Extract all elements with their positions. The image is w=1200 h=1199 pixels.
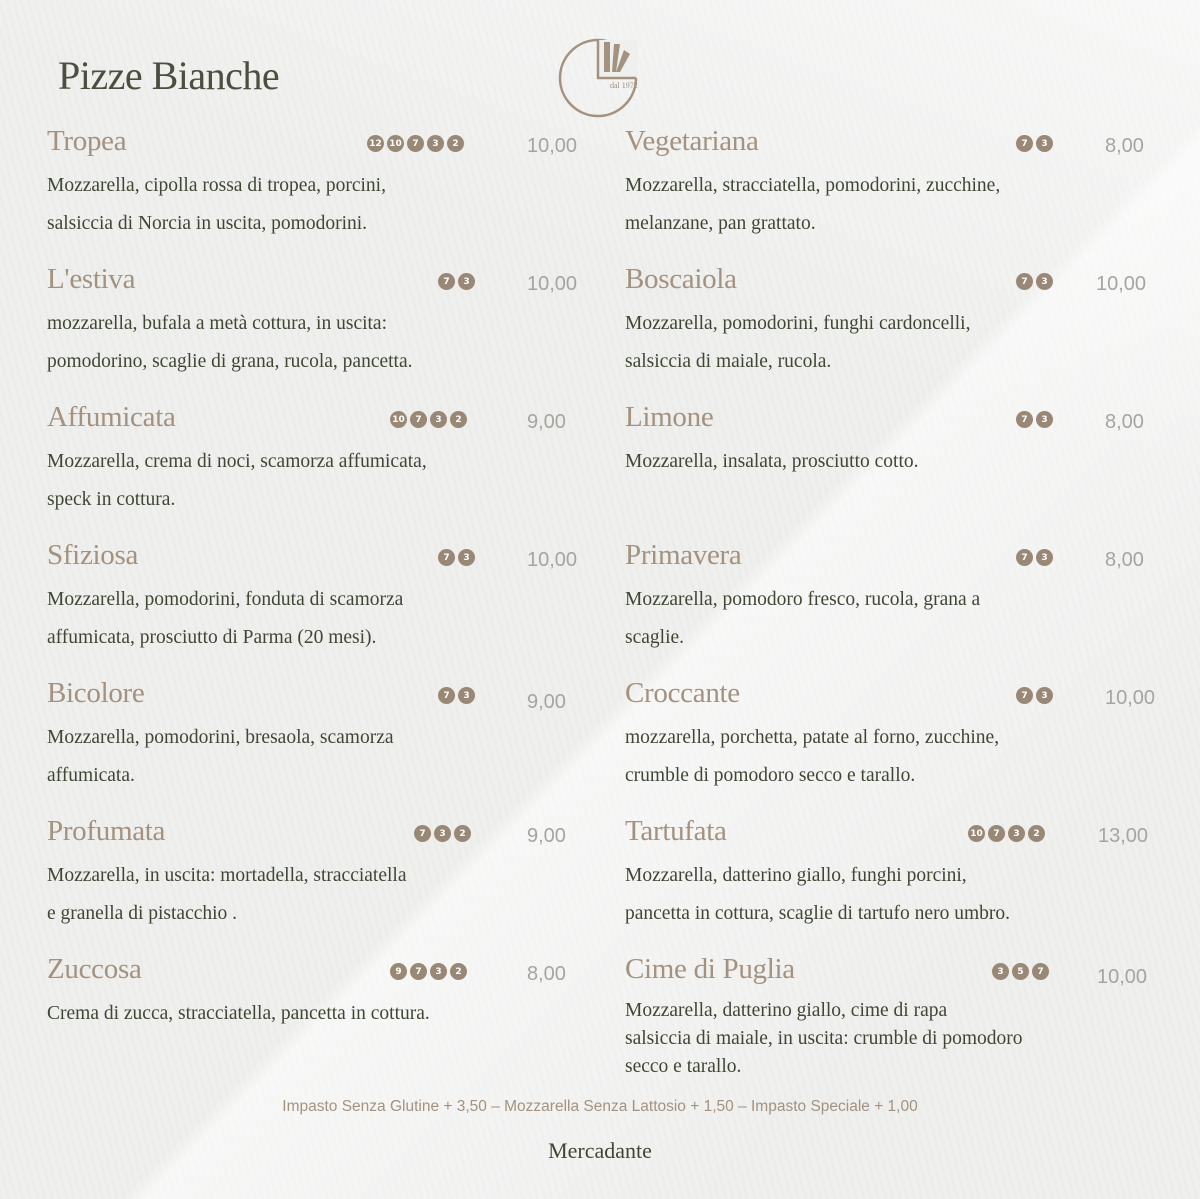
- desc-line: salsiccia di maiale, rucola.: [625, 351, 832, 372]
- item-name: Cime di Puglia: [625, 953, 795, 985]
- allergen-badge: 3: [1036, 549, 1053, 566]
- desc-line: scaglie.: [625, 627, 685, 648]
- desc-line: affumicata, prosciutto di Parma (20 mesi).: [47, 627, 377, 648]
- allergen-list: [438, 549, 475, 566]
- item-name: Sfiziosa: [47, 539, 139, 571]
- item-name: Limone: [625, 401, 714, 433]
- item-price: 10,00: [527, 549, 578, 571]
- allergen-badge: 7: [1016, 411, 1033, 428]
- allergen-badge: 5: [1012, 963, 1029, 980]
- allergen-badge: 10: [387, 135, 404, 152]
- item-name: Bicolore: [47, 677, 145, 709]
- desc-line: salsiccia di maiale, in uscita: crumble di pomodoro: [625, 1028, 1023, 1049]
- item-description: [625, 305, 970, 381]
- item-description: [47, 995, 430, 1033]
- item-description: [47, 167, 386, 243]
- allergen-badge: 7: [1016, 687, 1033, 704]
- item-price: 8,00: [1105, 411, 1144, 433]
- allergen-badge: 3: [1036, 135, 1053, 152]
- allergen-badge: 2: [450, 411, 467, 428]
- allergen-badge: 2: [450, 963, 467, 980]
- desc-line: pomodorino, scaglie di grana, rucola, pancetta.: [47, 351, 413, 372]
- allergen-list: [367, 135, 464, 152]
- allergen-badge: 7: [988, 825, 1005, 842]
- item-name: L'estiva: [47, 263, 136, 295]
- logo-text: dal 1972: [610, 81, 638, 90]
- desc-line: Mozzarella, pomodoro fresco, rucola, grana a: [625, 589, 981, 610]
- desc-line: Mozzarella, in uscita: mortadella, stracciatella: [47, 865, 407, 886]
- item-price: 9,00: [527, 691, 566, 713]
- brand-name: Mercadante: [548, 1138, 652, 1163]
- page-title: Pizze Bianche: [58, 53, 280, 98]
- allergen-list: [1016, 135, 1053, 152]
- allergen-badge: 9: [390, 963, 407, 980]
- allergen-list: [1016, 273, 1053, 290]
- allergen-badge: 3: [430, 411, 447, 428]
- allergen-badge: 7: [1016, 273, 1033, 290]
- allergen-badge: 10: [390, 411, 407, 428]
- allergen-badge: 3: [427, 135, 444, 152]
- desc-line: melanzane, pan grattato.: [625, 213, 816, 234]
- item-description: [625, 167, 1000, 243]
- allergen-badge: 7: [438, 273, 455, 290]
- allergen-badge: 3: [430, 963, 447, 980]
- desc-line: Mozzarella, pomodorini, funghi cardoncelli,: [625, 313, 971, 334]
- desc-line: secco e tarallo.: [625, 1056, 742, 1077]
- allergen-badge: 12: [367, 135, 384, 152]
- allergen-list: [438, 273, 475, 290]
- desc-line: Mozzarella, crema di noci, scamorza affumicata,: [47, 451, 427, 472]
- item-price: 10,00: [527, 273, 578, 295]
- desc-line: Mozzarella, cipolla rossa di tropea, porcini,: [47, 175, 386, 196]
- desc-line: Mozzarella, pomodorini, fonduta di scamorza: [47, 589, 404, 610]
- item-description: [47, 305, 413, 381]
- allergen-list: [1016, 687, 1053, 704]
- desc-line: Mozzarella, datterino giallo, funghi porcini,: [625, 865, 967, 886]
- item-price: 8,00: [1105, 135, 1144, 157]
- desc-line: pancetta in cottura, scaglie di tartufo nero umbro.: [625, 903, 1010, 924]
- desc-line: mozzarella, bufala a metà cottura, in uscita:: [47, 313, 388, 334]
- allergen-badge: 2: [447, 135, 464, 152]
- item-description: [47, 719, 394, 795]
- allergen-list: [390, 963, 467, 980]
- item-description: [47, 443, 427, 519]
- dough-options-note: Impasto Senza Glutine + 3,50 – Mozzarella Senza Lattosio + 1,50 – Impasto Speciale + 1,00: [282, 1098, 918, 1115]
- item-price: 10,00: [1097, 966, 1148, 988]
- allergen-badge: 3: [1036, 687, 1053, 704]
- allergen-list: [414, 825, 471, 842]
- item-description: [47, 581, 403, 657]
- allergen-badge: 3: [458, 273, 475, 290]
- item-description: [625, 581, 980, 657]
- desc-line: crumble di pomodoro secco e tarallo.: [625, 765, 916, 786]
- desc-line: e granella di pistacchio .: [47, 903, 238, 924]
- allergen-badge: 3: [458, 549, 475, 566]
- allergen-list: [992, 963, 1049, 980]
- item-description: [625, 443, 918, 481]
- desc-line: salsiccia di Norcia in uscita, pomodorini.: [47, 213, 368, 234]
- desc-line: Mozzarella, insalata, prosciutto cotto.: [625, 451, 919, 472]
- desc-line: mozzarella, porchetta, patate al forno, zucchine,: [625, 727, 1000, 748]
- item-description: [625, 857, 1010, 933]
- allergen-badge: 3: [1008, 825, 1025, 842]
- desc-line: Mozzarella, datterino giallo, cime di rapa: [625, 1000, 948, 1021]
- item-name: Tartufata: [625, 815, 727, 847]
- item-description: [625, 719, 999, 795]
- allergen-badge: 3: [434, 825, 451, 842]
- allergen-list: [390, 411, 467, 428]
- item-price: 9,00: [527, 825, 566, 847]
- allergen-badge: 3: [458, 687, 475, 704]
- restaurant-logo: [554, 32, 644, 118]
- allergen-badge: 3: [1036, 273, 1053, 290]
- desc-line: Mozzarella, pomodorini, bresaola, scamorza: [47, 727, 394, 748]
- item-price: 9,00: [527, 411, 566, 433]
- allergen-badge: 7: [438, 687, 455, 704]
- item-name: Zuccosa: [47, 953, 142, 985]
- allergen-list: [1016, 549, 1053, 566]
- allergen-badge: 7: [410, 411, 427, 428]
- item-price: 10,00: [1105, 687, 1156, 709]
- item-price: 13,00: [1098, 825, 1149, 847]
- item-name: Affumicata: [47, 401, 176, 433]
- allergen-badge: 7: [1016, 135, 1033, 152]
- allergen-badge: 10: [968, 825, 985, 842]
- allergen-list: [968, 825, 1045, 842]
- item-name: Tropea: [47, 125, 127, 157]
- desc-line: Crema di zucca, stracciatella, pancetta in cottura.: [47, 1003, 430, 1024]
- allergen-list: [1016, 411, 1053, 428]
- item-price: 8,00: [527, 963, 566, 985]
- allergen-badge: 3: [992, 963, 1009, 980]
- allergen-badge: 7: [414, 825, 431, 842]
- item-description: [625, 997, 1022, 1081]
- allergen-badge: 2: [1028, 825, 1045, 842]
- item-name: Boscaiola: [625, 263, 737, 295]
- desc-line: speck in cottura.: [47, 489, 176, 510]
- item-name: Croccante: [625, 677, 740, 709]
- item-name: Primavera: [625, 539, 742, 571]
- allergen-badge: 7: [438, 549, 455, 566]
- allergen-badge: 7: [407, 135, 424, 152]
- allergen-badge: 3: [1036, 411, 1053, 428]
- item-name: Vegetariana: [625, 125, 759, 157]
- item-name: Profumata: [47, 815, 166, 847]
- item-price: 10,00: [1096, 273, 1147, 295]
- allergen-badge: 7: [410, 963, 427, 980]
- item-price: 8,00: [1105, 549, 1144, 571]
- allergen-badge: 7: [1016, 549, 1033, 566]
- desc-line: Mozzarella, stracciatella, pomodorini, zucchine,: [625, 175, 1001, 196]
- allergen-list: [438, 687, 475, 704]
- item-description: [47, 857, 407, 933]
- allergen-badge: 2: [454, 825, 471, 842]
- item-price: 10,00: [527, 135, 578, 157]
- allergen-badge: 7: [1032, 963, 1049, 980]
- desc-line: affumicata.: [47, 765, 135, 786]
